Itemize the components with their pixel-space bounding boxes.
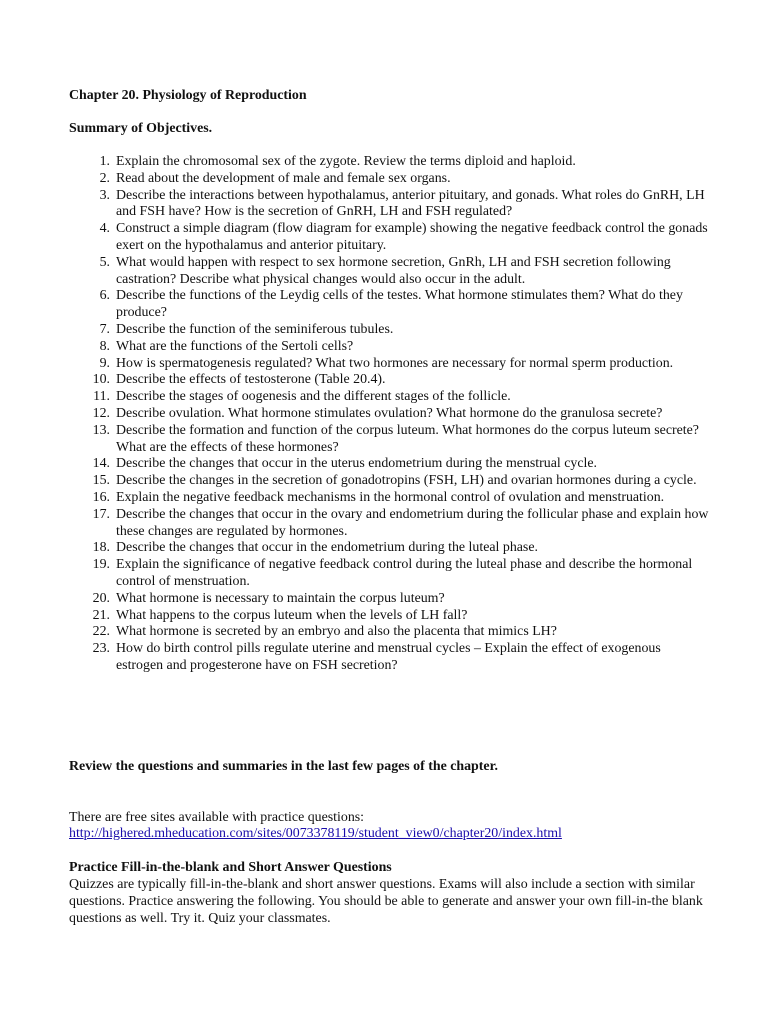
objective-number: 15. <box>92 473 110 489</box>
objective-text: Construct a simple diagram (flow diagram for example) showing the negative feedback control the gonads exert on the hypothalamus and anterior pituitary. <box>116 221 708 253</box>
objective-number: 17. <box>92 506 110 522</box>
objective-text: Describe the changes that occur in the endometrium during the luteal phase. <box>116 540 538 556</box>
objective-item <box>69 557 709 591</box>
objective-number: 14. <box>92 456 110 472</box>
objective-number: 13. <box>92 422 110 438</box>
objective-item <box>69 423 709 457</box>
objective-number: 12. <box>92 405 110 421</box>
chapter-title: Chapter 20. Physiology of Reproduction <box>69 88 307 103</box>
objective-text: Explain the negative feedback mechanisms in the hormonal control of ovulation and menstruation. <box>116 489 665 505</box>
objective-number: 1. <box>99 154 110 169</box>
objective-number: 3. <box>99 187 110 203</box>
objective-item <box>69 507 709 541</box>
objective-text: Describe the changes that occur in the ovary and endometrium during the follicular phase and explain how these changes are regulated by hormones. <box>116 506 709 539</box>
objective-item <box>69 406 709 423</box>
objective-text: How do birth control pills regulate uterine and menstrual cycles – Explain the effect of exogenous estrogen and progesterone have on FSH secretion? <box>116 641 661 673</box>
objective-number: 23. <box>92 641 110 657</box>
objective-text: Describe the formation and function of the corpus luteum. What hormones do the corpus luteum secrete? What are the effects of these hormones? <box>116 422 699 455</box>
objective-text: Describe the functions of the Leydig cells of the testes. What hormone stimulates them? What do they produce? <box>116 288 683 321</box>
objective-text: What happens to the corpus luteum when the levels of LH fall? <box>116 607 468 623</box>
objective-item <box>69 540 709 557</box>
objective-item <box>69 473 709 490</box>
objective-number: 7. <box>99 321 110 337</box>
objective-text: Describe the interactions between hypothalamus, anterior pituitary, and gonads. What roles do GnRH, LH and FSH have? How is the secretion of GnRH, LH and FSH regulated? <box>116 187 705 220</box>
objective-text: Explain the chromosomal sex of the zygote. Review the terms diploid and haploid. <box>116 154 576 169</box>
objective-number: 10. <box>92 372 110 388</box>
review-note: Review the questions and summaries in the last few pages of the chapter. <box>69 759 498 774</box>
objective-number: 5. <box>99 254 110 270</box>
objective-item <box>69 221 709 255</box>
objective-text: Explain the significance of negative feedback control during the luteal phase and describe the hormonal control of menstruation. <box>116 557 693 589</box>
objective-item <box>69 641 709 675</box>
objective-text: Describe the stages of oogenesis and the different stages of the follicle. <box>116 389 511 405</box>
objective-text: How is spermatogenesis regulated? What two hormones are necessary for normal sperm production. <box>116 355 674 371</box>
practice-body: Quizzes are typically fill-in-the-blank and short answer questions. Exams will also include a section with similar questions. Practice answering the following. You should be able to generate and answer your own fill-in-the blank questions as well. Try it. Quiz your classmates. <box>69 877 703 926</box>
objective-number: 19. <box>92 557 110 573</box>
objective-item <box>69 608 709 625</box>
free-sites-text: There are free sites available with practice questions: <box>69 810 365 825</box>
objective-number: 2. <box>99 170 110 186</box>
objective-item <box>69 624 709 641</box>
objective-item <box>69 255 709 289</box>
objective-item <box>69 372 709 389</box>
objective-item <box>69 389 709 406</box>
objective-item <box>69 171 709 188</box>
objective-number: 4. <box>99 221 110 237</box>
objective-text: What hormone is secreted by an embryo and also the placenta that mimics LH? <box>116 624 557 640</box>
objective-item <box>69 339 709 356</box>
objective-number: 11. <box>93 389 110 405</box>
objective-number: 6. <box>99 288 110 304</box>
objective-text: What hormone is necessary to maintain the corpus luteum? <box>116 590 445 606</box>
objective-item <box>69 591 709 608</box>
practice-questions-link[interactable]: http://highered.mheducation.com/sites/0073378119/student_view0/chapter20/index.html <box>69 826 562 841</box>
objective-number: 21. <box>92 607 110 623</box>
objective-text: What are the functions of the Sertoli cells? <box>116 338 354 354</box>
objective-item <box>69 456 709 473</box>
objective-item <box>69 490 709 507</box>
objective-number: 22. <box>92 624 110 640</box>
objective-item <box>69 356 709 373</box>
practice-heading: Practice Fill-in-the-blank and Short Answer Questions <box>69 860 392 875</box>
objective-number: 18. <box>92 540 110 556</box>
objective-text: Describe ovulation. What hormone stimulates ovulation? What hormone do the granulosa secrete? <box>116 405 663 421</box>
objectives-heading: Summary of Objectives. <box>69 121 213 136</box>
objective-number: 8. <box>99 338 110 354</box>
objective-text: Describe the changes that occur in the uterus endometrium during the menstrual cycle. <box>116 456 597 472</box>
objective-item <box>69 154 709 171</box>
objective-number: 9. <box>99 355 110 371</box>
objective-text: Read about the development of male and female sex organs. <box>116 170 451 186</box>
objective-text: Describe the changes in the secretion of gonadotropins (FSH, LH) and ovarian hormones during a cycle. <box>116 473 697 489</box>
objective-text: Describe the effects of testosterone (Table 20.4). <box>116 372 386 388</box>
objectives-list <box>69 154 709 675</box>
objective-number: 20. <box>92 590 110 606</box>
objective-item <box>69 288 709 322</box>
objective-item <box>69 188 709 222</box>
objective-text: Describe the function of the seminiferous tubules. <box>116 321 394 337</box>
objective-item <box>69 322 709 339</box>
objective-number: 16. <box>92 489 110 505</box>
objective-text: What would happen with respect to sex hormone secretion, GnRh, LH and FSH secretion following castration? Describe what physical changes would also occur in the adult. <box>116 254 671 287</box>
